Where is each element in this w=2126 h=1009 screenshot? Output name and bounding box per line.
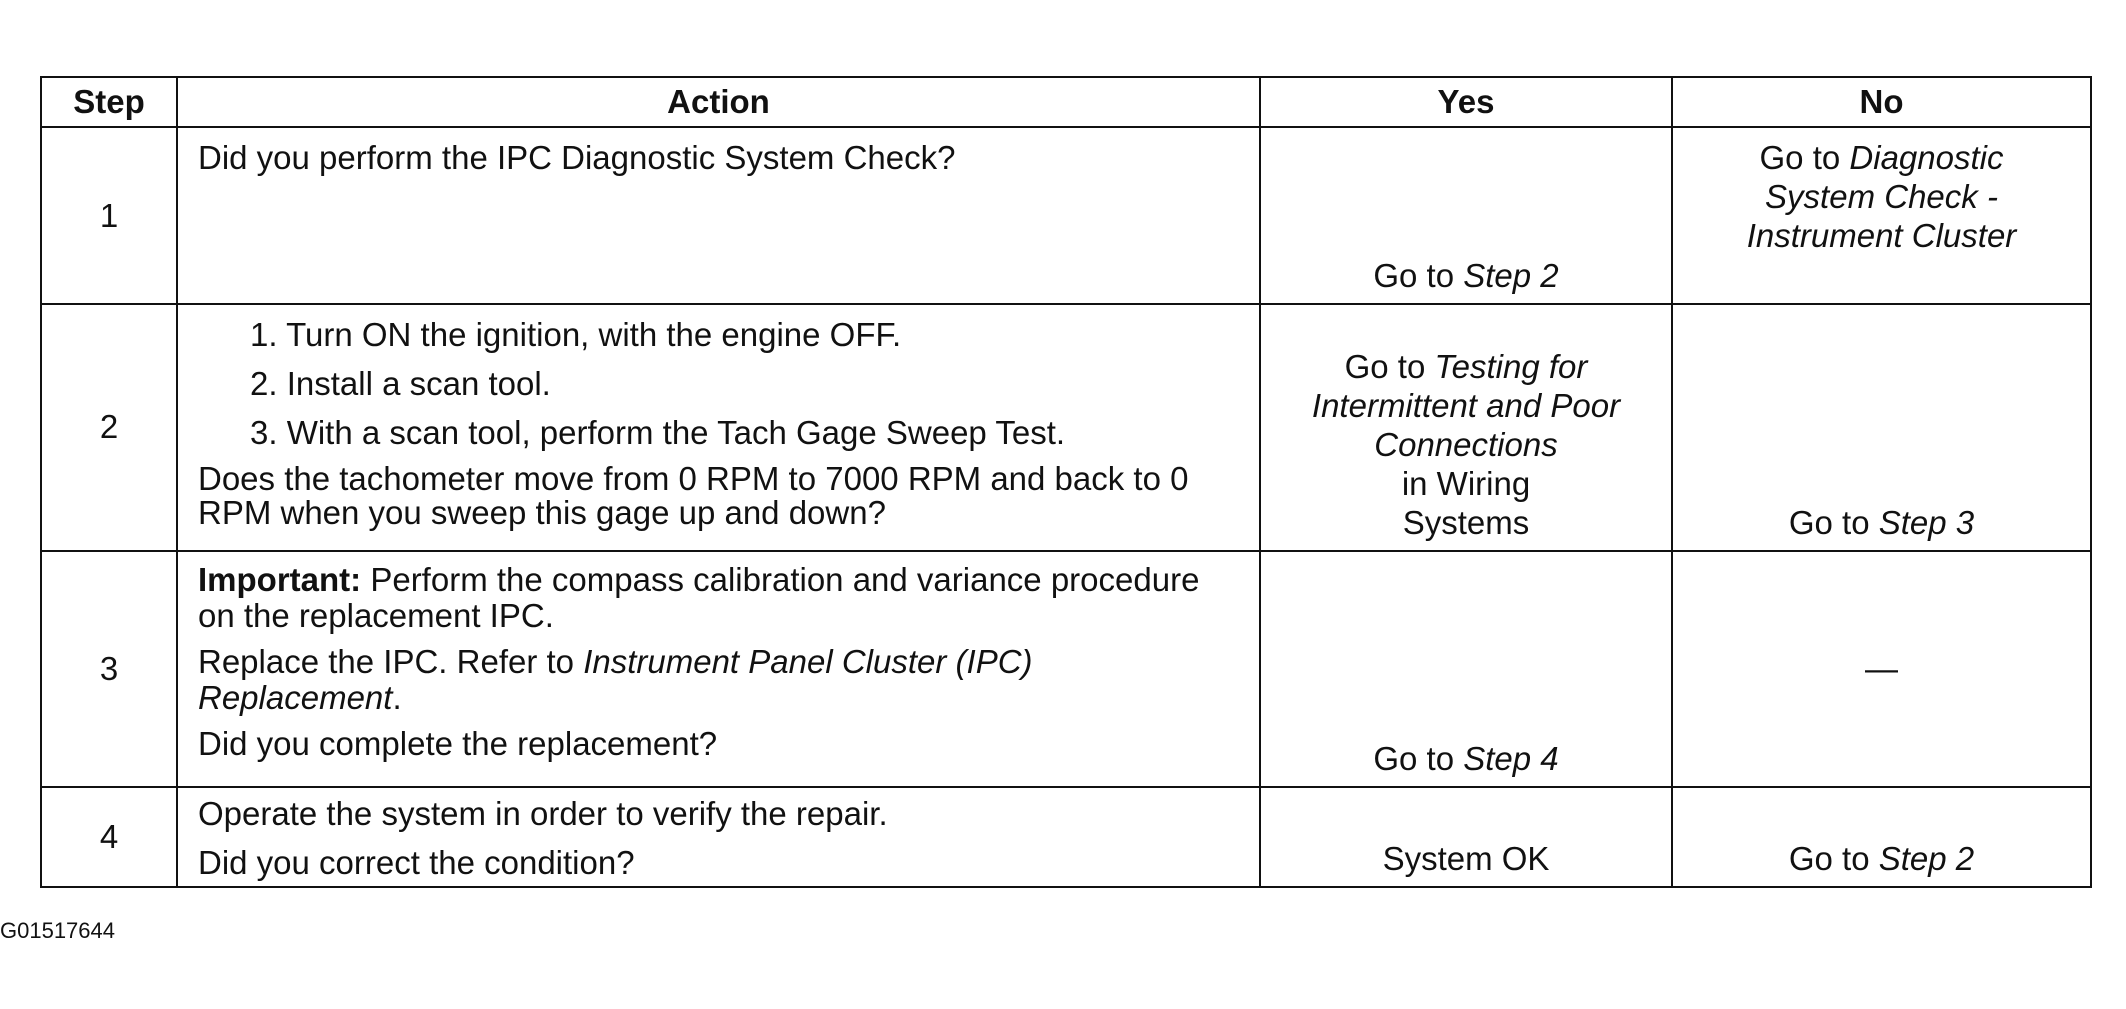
diagnostic-table	[40, 76, 2092, 888]
table-row-step-4	[41, 787, 2091, 887]
no-dash: —	[1865, 650, 1898, 688]
action-cell	[177, 304, 1260, 550]
header-yes: Yes	[1260, 77, 1672, 127]
action-text: Did you perform the IPC Diagnostic System Check?	[198, 139, 956, 176]
action-item-3: 3. With a scan tool, perform the Tach Gage Sweep Test.	[250, 414, 1066, 452]
figure-id-label: G01517644	[0, 918, 115, 943]
step-number: 1	[41, 127, 177, 304]
no-link-step-3[interactable]: Step 3	[1878, 503, 1975, 541]
action-text: Operate the system in order to verify the repair.	[198, 794, 888, 832]
yes-link-testing-for[interactable]: Testing for	[1434, 347, 1588, 385]
table-row-step-2	[41, 304, 2091, 550]
step-number: 4	[41, 787, 177, 887]
replace-instruction	[198, 644, 1239, 716]
header-step: Step	[41, 77, 177, 127]
yes-prefix: Go to	[1344, 347, 1435, 385]
table-row-step-1	[41, 127, 2091, 304]
header-action: Action	[177, 77, 1260, 127]
important-note	[198, 562, 1239, 634]
important-text: Perform the compass calibration and variance procedure on the replacement IPC.	[198, 560, 1200, 634]
no-link-instrument-cluster[interactable]: Instrument Cluster	[1746, 217, 2017, 254]
no-cell	[1672, 127, 2091, 304]
yes-cell	[1260, 127, 1672, 304]
action-item-1: 1. Turn ON the ignition, with the engine OFF.	[250, 316, 902, 354]
replace-link-ipc[interactable]: Instrument Panel Cluster (IPC) Replacement	[198, 642, 1033, 716]
action-cell	[177, 127, 1260, 304]
no-link-diagnostic[interactable]: Diagnostic	[1849, 139, 2004, 176]
action-item-2: 2. Install a scan tool.	[250, 365, 551, 403]
table-header-row	[41, 77, 2091, 127]
table-row-step-3	[41, 551, 2091, 787]
no-prefix: Go to	[1788, 503, 1879, 541]
step-number: 3	[41, 551, 177, 787]
yes-prefix: Go to	[1373, 739, 1464, 777]
no-cell	[1672, 304, 2091, 550]
no-prefix: Go to	[1759, 139, 1850, 176]
yes-suffix-wiring: in Wiring	[1401, 464, 1531, 502]
no-link-system-check[interactable]: System Check -	[1765, 178, 1998, 215]
action-cell	[177, 787, 1260, 887]
header-no: No	[1672, 77, 2091, 127]
step-number: 2	[41, 304, 177, 550]
no-link-step-2[interactable]: Step 2	[1878, 840, 1975, 877]
yes-system-ok: System OK	[1382, 840, 1550, 877]
yes-cell	[1260, 551, 1672, 787]
yes-cell	[1260, 304, 1672, 550]
action-question: Does the tachometer move from 0 RPM to 7000 RPM and back to 0 RPM when you sweep this gage up and down?	[198, 460, 1189, 532]
action-question: Did you complete the replacement?	[198, 724, 718, 762]
replace-suffix: .	[392, 678, 402, 716]
no-cell	[1672, 787, 2091, 887]
no-prefix: Go to	[1788, 840, 1879, 877]
yes-link-intermittent[interactable]: Intermittent and Poor	[1311, 386, 1621, 424]
no-cell	[1672, 551, 2091, 787]
yes-link-connections[interactable]: Connections	[1374, 425, 1558, 463]
important-label: Important:	[198, 560, 362, 598]
yes-prefix: Go to	[1373, 257, 1464, 295]
replace-prefix: Replace the IPC. Refer to	[198, 642, 584, 680]
yes-link-step-2[interactable]: Step 2	[1463, 257, 1559, 295]
action-question: Did you correct the condition?	[198, 843, 635, 881]
action-cell	[177, 551, 1260, 787]
yes-suffix-systems: Systems	[1402, 503, 1530, 541]
yes-link-step-4[interactable]: Step 4	[1463, 739, 1559, 777]
yes-cell	[1260, 787, 1672, 887]
